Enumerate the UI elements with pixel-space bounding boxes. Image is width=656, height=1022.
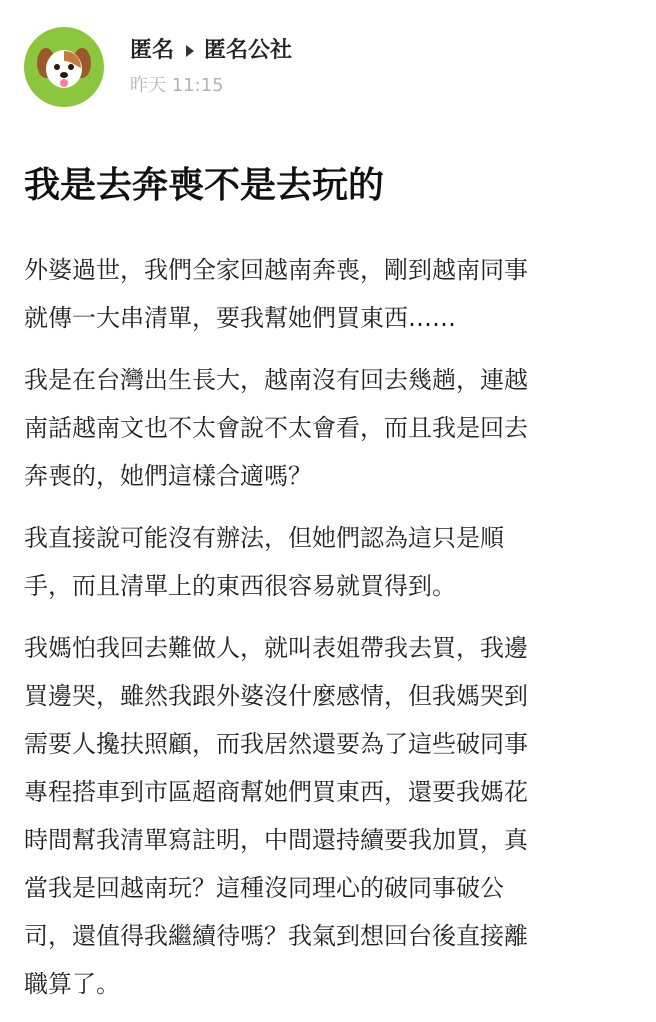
paragraph [24,246,634,342]
post-meta [130,36,292,98]
paragraph-line: 司，還值得我繼續待嗎？我氣到想回台後直接離 [24,922,528,950]
author-name[interactable]: 匿名 [130,38,175,63]
breadcrumb [130,36,292,66]
paragraph-line: 我直接說可能沒有辦法，但她們認為這只是順 [24,524,504,552]
paragraph-line: 我是在台灣出生長大，越南沒有回去幾趟，連越 [24,366,528,394]
paragraph-line: 奔喪的，她們這樣合適嗎？ [24,462,312,490]
paragraph [24,356,634,500]
paragraph-line: 時間幫我清單寫註明，中間還持續要我加買，真 [24,826,528,854]
post-title: 我是去奔喪不是去玩的 [24,165,385,206]
paragraph-line: 專程搭車到市區超商幫她們買東西，還要我媽花 [24,778,528,806]
paragraph-line: 買邊哭，雖然我跟外婆沒什麼感情，但我媽哭到 [24,682,528,710]
paragraph-line: 外婆過世，我們全家回越南奔喪，剛到越南同事 [24,256,528,284]
post-content [24,246,634,1022]
post-header [24,27,292,107]
board-name[interactable]: 匿名公社 [204,38,293,63]
paragraph-line: 我媽怕我回去難做人，就叫表姐帶我去買，我邊 [24,634,528,662]
avatar[interactable] [24,27,104,107]
caret-right-icon [186,45,194,57]
paragraph-line: 職算了。 [24,970,120,998]
paragraph-line: 當我是回越南玩？這種沒同理心的破同事破公 [24,874,504,902]
paragraph-line: 就傳一大串清單，要我幫她們買東西…… [24,304,456,332]
paragraph-line: 需要人攙扶照顧，而我居然還要為了這些破同事 [24,730,528,758]
paragraph [24,514,634,610]
dog-icon [24,27,104,107]
paragraph-line: 南話越南文也不太會說不太會看，而且我是回去 [24,414,528,442]
paragraph-line: 手，而且清單上的東西很容易就買得到。 [24,572,456,600]
paragraph [24,624,634,1008]
post-time: 昨天 11:15 [130,75,224,96]
